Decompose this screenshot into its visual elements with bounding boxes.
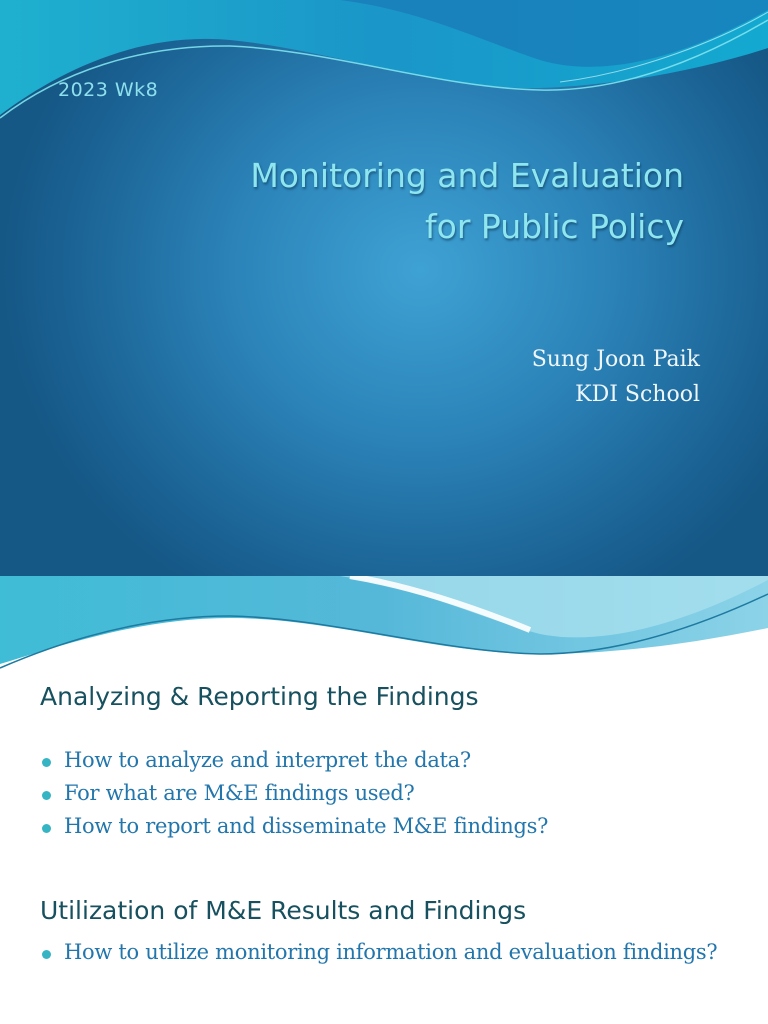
title-line-1: Monitoring and Evaluation [250,156,684,195]
author-name: Sung Joon Paik [531,347,700,372]
section-heading-utilization: Utilization of M&E Results and Findings [40,896,527,925]
list-item: For what are M&E findings used? [40,777,740,810]
utilization-bullet-list [40,936,740,969]
wave-decoration [0,0,768,130]
list-item: How to report and disseminate M&E findings? [40,810,740,843]
analyzing-bullet-list [40,744,740,843]
bullet-icon [42,791,51,800]
content-slide [0,576,768,1024]
title-line-2: for Public Policy [425,207,684,246]
week-label: 2023 Wk8 [58,79,159,101]
bullet-icon [42,758,51,767]
list-item: How to utilize monitoring information and evaluation findings? [40,936,740,969]
wave-decoration [0,576,768,676]
bullet-icon [42,950,51,959]
author-block [532,342,700,412]
author-institution: KDI School [575,382,700,407]
presentation-title [250,150,684,252]
bullet-icon [42,824,51,833]
section-heading-analyzing: Analyzing & Reporting the Findings [40,682,479,711]
list-item: How to analyze and interpret the data? [40,744,740,777]
